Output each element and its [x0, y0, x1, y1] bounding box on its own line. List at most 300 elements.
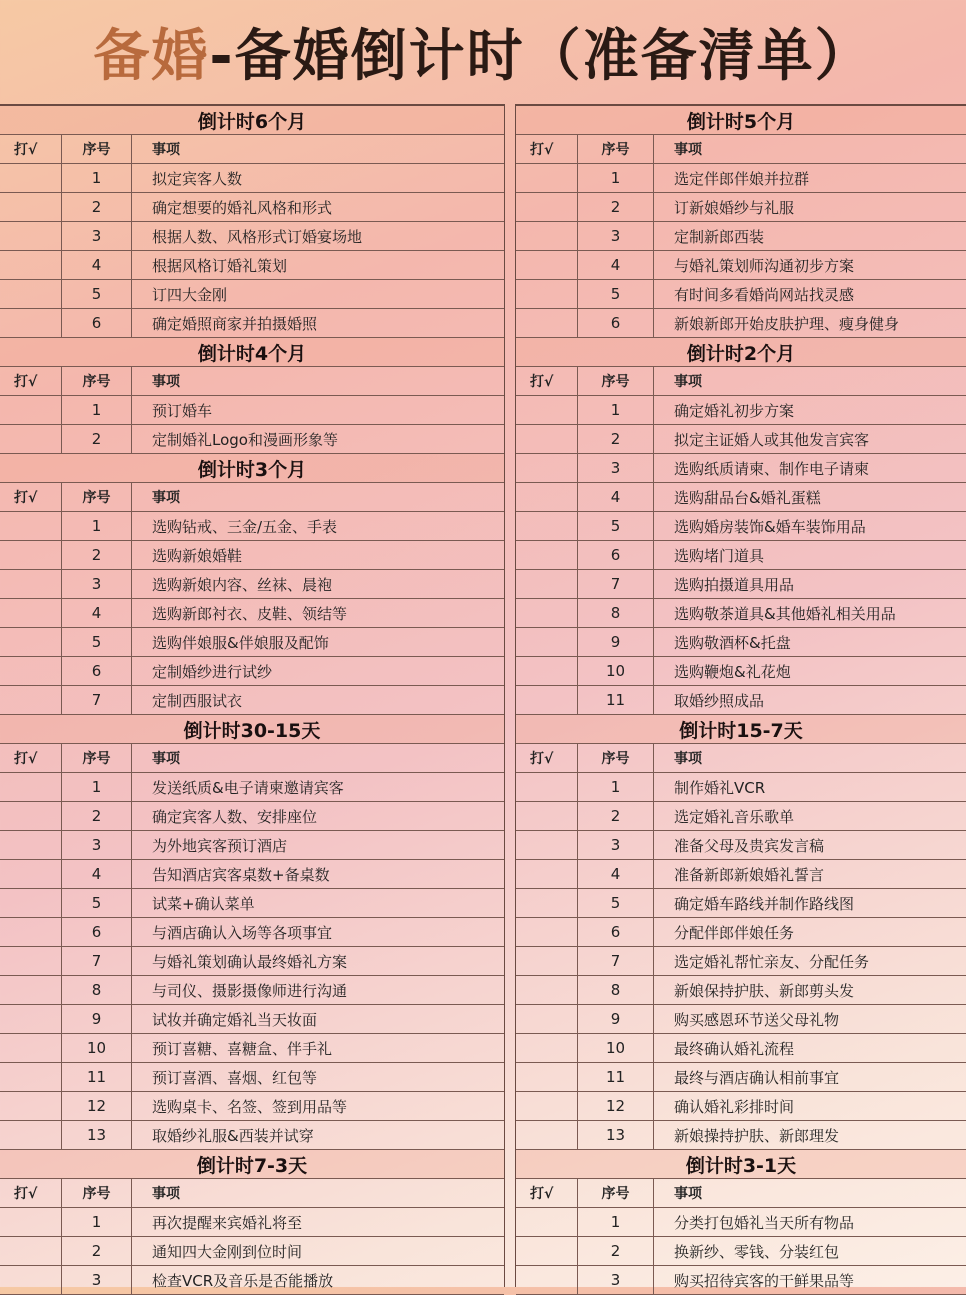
check-cell[interactable]: [516, 976, 578, 1004]
table-row: [0, 657, 504, 686]
item-cell: 发送纸质&电子请柬邀请宾客: [152, 778, 344, 797]
item-cell: 分类打包婚礼当天所有物品: [674, 1213, 855, 1232]
section-heading: 倒计时30-15天: [0, 715, 504, 744]
table-row: [0, 1092, 504, 1121]
check-cell[interactable]: [0, 802, 62, 830]
number-column-header: 序号: [62, 135, 132, 163]
number-cell: 7: [62, 686, 132, 714]
item-cell: 选购纸质请柬、制作电子请柬: [674, 459, 870, 478]
number-cell: 1: [578, 1208, 654, 1236]
number-cell: 6: [62, 657, 132, 685]
number-cell: 3: [62, 831, 132, 859]
number-cell: 5: [578, 889, 654, 917]
number-cell: 3: [578, 222, 654, 250]
table-header-row: [0, 135, 504, 164]
table-row: [0, 396, 504, 425]
number-cell: 8: [578, 599, 654, 627]
item-column-header: 事项: [674, 374, 702, 390]
check-cell[interactable]: [516, 164, 578, 192]
item-cell: 试菜+确认菜单: [152, 894, 255, 913]
check-cell[interactable]: [516, 686, 578, 714]
section-heading: 倒计时3-1天: [516, 1150, 966, 1179]
check-cell[interactable]: [0, 918, 62, 946]
table-row: [0, 541, 504, 570]
number-cell: 7: [578, 570, 654, 598]
table-header-row: [516, 1179, 966, 1208]
number-cell: 1: [62, 1208, 132, 1236]
check-cell[interactable]: [516, 251, 578, 279]
check-cell[interactable]: [0, 1005, 62, 1033]
table-row: [516, 918, 966, 947]
table-row: [0, 860, 504, 889]
check-column-header: 打√: [0, 483, 62, 511]
check-cell[interactable]: [516, 309, 578, 337]
check-cell[interactable]: [0, 570, 62, 598]
table-row: [0, 1266, 504, 1295]
item-cell: 选定婚礼帮忙亲友、分配任务: [674, 952, 870, 971]
check-column-header: 打√: [516, 135, 578, 163]
number-cell: 1: [62, 512, 132, 540]
number-cell: 4: [62, 860, 132, 888]
number-column-header: 序号: [62, 744, 132, 772]
item-cell: 选定伴郎伴娘并拉群: [674, 169, 810, 188]
check-cell[interactable]: [516, 1034, 578, 1062]
item-cell: 确定想要的婚礼风格和形式: [152, 198, 333, 217]
check-cell[interactable]: [516, 425, 578, 453]
check-cell[interactable]: [516, 193, 578, 221]
number-cell: 5: [62, 280, 132, 308]
number-column-header: 序号: [62, 367, 132, 395]
check-cell[interactable]: [516, 628, 578, 656]
table-row: [0, 570, 504, 599]
table-row: [516, 1092, 966, 1121]
item-cell: 根据人数、风格形式订婚宴场地: [152, 227, 363, 246]
table-row: [516, 947, 966, 976]
table-row: [0, 831, 504, 860]
check-cell[interactable]: [0, 773, 62, 801]
item-cell: 选购敬酒杯&托盘: [674, 633, 791, 652]
check-cell[interactable]: [0, 686, 62, 714]
number-cell: 1: [62, 396, 132, 424]
item-cell: 准备父母及贵宾发言稿: [674, 836, 825, 855]
section-heading: 倒计时4个月: [0, 338, 504, 367]
table-header-row: [516, 135, 966, 164]
check-cell[interactable]: [0, 657, 62, 685]
item-cell: 最终与酒店确认相前事宜: [674, 1068, 840, 1087]
number-cell: 7: [62, 947, 132, 975]
check-cell[interactable]: [0, 1034, 62, 1062]
check-column-header: 打√: [516, 744, 578, 772]
item-column-header: 事项: [674, 751, 702, 767]
check-cell[interactable]: [516, 1237, 578, 1265]
check-cell[interactable]: [516, 1092, 578, 1120]
check-cell[interactable]: [0, 193, 62, 221]
number-cell: 5: [62, 628, 132, 656]
check-cell[interactable]: [0, 164, 62, 192]
check-cell[interactable]: [516, 396, 578, 424]
check-cell[interactable]: [516, 222, 578, 250]
item-cell: 确定婚照商家并拍摄婚照: [152, 314, 318, 333]
table-row: [0, 222, 504, 251]
item-column-header: 事项: [674, 142, 702, 158]
table-row: [0, 1208, 504, 1237]
item-cell: 根据风格订婚礼策划: [152, 256, 288, 275]
table-row: [516, 1237, 966, 1266]
check-cell[interactable]: [0, 1237, 62, 1265]
check-cell[interactable]: [516, 831, 578, 859]
table-row: [516, 831, 966, 860]
number-cell: 4: [62, 251, 132, 279]
check-column-header: 打√: [516, 367, 578, 395]
table-row: [516, 396, 966, 425]
number-column-header: 序号: [62, 483, 132, 511]
item-cell: 选购伴娘服&伴娘服及配饰: [152, 633, 329, 652]
item-cell: 换新纱、零钱、分装红包: [674, 1242, 840, 1261]
check-cell[interactable]: [516, 918, 578, 946]
item-cell: 新娘操持护肤、新郎理发: [674, 1126, 840, 1145]
item-cell: 选购钻戒、三金/五金、手表: [152, 517, 338, 536]
check-cell[interactable]: [0, 1121, 62, 1149]
number-cell: 12: [62, 1092, 132, 1120]
item-cell: 拟定主证婚人或其他发言宾客: [674, 430, 870, 449]
number-cell: 1: [578, 773, 654, 801]
check-cell[interactable]: [0, 947, 62, 975]
check-cell[interactable]: [516, 1208, 578, 1236]
check-cell[interactable]: [516, 1005, 578, 1033]
table-row: [516, 222, 966, 251]
table-row: [516, 541, 966, 570]
item-column-header: 事项: [152, 1186, 180, 1202]
number-cell: 6: [578, 541, 654, 569]
section-heading: 倒计时3个月: [0, 454, 504, 483]
table-row: [0, 889, 504, 918]
number-cell: 2: [578, 193, 654, 221]
table-row: [0, 1005, 504, 1034]
item-cell: 与司仪、摄影摄像师进行沟通: [152, 981, 348, 1000]
check-column-header: 打√: [0, 135, 62, 163]
item-cell: 选购敬茶道具&其他婚礼相关用品: [674, 604, 896, 623]
item-cell: 选购婚房装饰&婚车装饰用品: [674, 517, 866, 536]
number-cell: 4: [62, 599, 132, 627]
number-cell: 11: [578, 686, 654, 714]
section-heading: 倒计时5个月: [516, 106, 966, 135]
check-cell[interactable]: [516, 541, 578, 569]
table-row: [516, 309, 966, 338]
check-cell[interactable]: [516, 1063, 578, 1091]
table-row: [0, 599, 504, 628]
check-cell[interactable]: [0, 512, 62, 540]
check-column-header: 打√: [0, 1179, 62, 1207]
check-cell[interactable]: [0, 599, 62, 627]
table-row: [516, 860, 966, 889]
item-cell: 定制新郎西装: [674, 227, 765, 246]
table-row: [0, 1034, 504, 1063]
number-cell: 4: [578, 483, 654, 511]
item-cell: 选购堵门道具: [674, 546, 765, 565]
table-row: [516, 454, 966, 483]
item-cell: 选购鞭炮&礼花炮: [674, 662, 791, 681]
number-cell: 6: [578, 309, 654, 337]
item-cell: 确认婚礼彩排时间: [674, 1097, 795, 1116]
item-cell: 选购甜品台&婚礼蛋糕: [674, 488, 821, 507]
number-cell: 3: [578, 1266, 654, 1294]
number-cell: 6: [62, 309, 132, 337]
table-row: [0, 193, 504, 222]
number-cell: 12: [578, 1092, 654, 1120]
item-cell: 预订喜糖、喜糖盒、伴手礼: [152, 1039, 333, 1058]
number-cell: 2: [62, 425, 132, 453]
item-cell: 订新娘婚纱与礼服: [674, 198, 795, 217]
table-row: [516, 976, 966, 1005]
item-cell: 最终确认婚礼流程: [674, 1039, 795, 1058]
number-cell: 5: [578, 280, 654, 308]
number-cell: 1: [62, 773, 132, 801]
item-cell: 预订婚车: [152, 401, 213, 420]
number-cell: 10: [62, 1034, 132, 1062]
item-cell: 新娘保持护肤、新郎剪头发: [674, 981, 855, 1000]
item-cell: 确定婚车路线并制作路线图: [674, 894, 855, 913]
left-column: [0, 104, 504, 1295]
number-cell: 8: [578, 976, 654, 1004]
number-cell: 7: [578, 947, 654, 975]
number-cell: 9: [578, 628, 654, 656]
item-cell: 定制西服试衣: [152, 691, 243, 710]
number-column-header: 序号: [578, 367, 654, 395]
number-cell: 11: [62, 1063, 132, 1091]
right-column: [516, 104, 966, 1295]
check-cell[interactable]: [516, 512, 578, 540]
table-row: [0, 1237, 504, 1266]
title-part-2: -备婚倒计时（准备清单）: [209, 24, 873, 89]
item-cell: 为外地宾客预订酒店: [152, 836, 288, 855]
number-cell: 1: [62, 164, 132, 192]
page-title: [0, 0, 966, 104]
number-cell: 2: [62, 541, 132, 569]
number-cell: 9: [578, 1005, 654, 1033]
section-heading: 倒计时2个月: [516, 338, 966, 367]
number-cell: 9: [62, 1005, 132, 1033]
table-row: [0, 686, 504, 715]
number-cell: 3: [578, 454, 654, 482]
number-cell: 4: [578, 251, 654, 279]
number-cell: 10: [578, 1034, 654, 1062]
item-cell: 通知四大金刚到位时间: [152, 1242, 303, 1261]
check-cell[interactable]: [516, 1121, 578, 1149]
check-cell[interactable]: [516, 802, 578, 830]
item-cell: 取婚纱照成品: [674, 691, 765, 710]
check-cell[interactable]: [516, 773, 578, 801]
table-row: [0, 947, 504, 976]
table-row: [516, 657, 966, 686]
number-cell: 3: [62, 570, 132, 598]
item-cell: 取婚纱礼服&西装并试穿: [152, 1126, 314, 1145]
table-row: [516, 280, 966, 309]
check-cell[interactable]: [0, 222, 62, 250]
check-cell[interactable]: [0, 1266, 62, 1294]
item-cell: 选定婚礼音乐歌单: [674, 807, 795, 826]
item-cell: 定制婚礼Logo和漫画形象等: [152, 430, 338, 449]
item-cell: 与婚礼策划师沟通初步方案: [674, 256, 855, 275]
item-cell: 选购桌卡、名签、签到用品等: [152, 1097, 348, 1116]
number-cell: 3: [62, 1266, 132, 1294]
column-divider: [504, 104, 516, 1287]
check-cell[interactable]: [0, 889, 62, 917]
number-cell: 1: [578, 396, 654, 424]
item-column-header: 事项: [152, 490, 180, 506]
number-cell: 3: [578, 831, 654, 859]
item-cell: 选购新娘内容、丝袜、晨袍: [152, 575, 333, 594]
table-row: [0, 1121, 504, 1150]
item-column-header: 事项: [152, 751, 180, 767]
table-header-row: [0, 744, 504, 773]
item-cell: 检查VCR及音乐是否能播放: [152, 1271, 334, 1290]
number-cell: 2: [578, 802, 654, 830]
item-cell: 购买感恩环节送父母礼物: [674, 1010, 840, 1029]
number-column-header: 序号: [578, 1179, 654, 1207]
check-cell[interactable]: [0, 1063, 62, 1091]
check-cell[interactable]: [516, 454, 578, 482]
table-row: [0, 918, 504, 947]
table-row: [0, 251, 504, 280]
table-row: [516, 425, 966, 454]
number-cell: 11: [578, 1063, 654, 1091]
number-cell: 10: [578, 657, 654, 685]
section-heading: 倒计时6个月: [0, 106, 504, 135]
item-column-header: 事项: [674, 1186, 702, 1202]
number-cell: 6: [578, 918, 654, 946]
table-row: [516, 628, 966, 657]
check-cell[interactable]: [516, 483, 578, 511]
check-cell[interactable]: [516, 947, 578, 975]
check-cell[interactable]: [0, 1208, 62, 1236]
check-cell[interactable]: [0, 831, 62, 859]
number-cell: 13: [62, 1121, 132, 1149]
item-cell: 订四大金刚: [152, 285, 228, 304]
table-row: [516, 1121, 966, 1150]
item-cell: 确定婚礼初步方案: [674, 401, 795, 420]
number-column-header: 序号: [578, 744, 654, 772]
item-cell: 告知酒店宾客桌数+备桌数: [152, 865, 330, 884]
check-cell[interactable]: [0, 251, 62, 279]
check-cell[interactable]: [0, 860, 62, 888]
table-row: [0, 164, 504, 193]
table-row: [0, 512, 504, 541]
number-cell: 1: [578, 164, 654, 192]
item-column-header: 事项: [152, 142, 180, 158]
check-cell[interactable]: [0, 425, 62, 453]
number-column-header: 序号: [62, 1179, 132, 1207]
number-cell: 5: [62, 889, 132, 917]
table-row: [516, 570, 966, 599]
check-cell[interactable]: [516, 889, 578, 917]
table-header-row: [0, 367, 504, 396]
table-row: [516, 889, 966, 918]
table-row: [0, 802, 504, 831]
check-cell[interactable]: [0, 541, 62, 569]
table-row: [516, 1063, 966, 1092]
item-cell: 有时间多看婚尚网站找灵感: [674, 285, 855, 304]
table-row: [516, 1005, 966, 1034]
section-heading: 倒计时7-3天: [0, 1150, 504, 1179]
check-cell[interactable]: [516, 280, 578, 308]
item-cell: 选购新娘婚鞋: [152, 546, 243, 565]
check-cell[interactable]: [516, 570, 578, 598]
table-row: [0, 280, 504, 309]
item-cell: 拟定宾客人数: [152, 169, 243, 188]
table-row: [516, 193, 966, 222]
item-cell: 确定宾客人数、安排座位: [152, 807, 318, 826]
table-row: [516, 1266, 966, 1295]
item-cell: 新娘新郎开始皮肤护理、瘦身健身: [674, 314, 900, 333]
number-cell: 5: [578, 512, 654, 540]
number-cell: 2: [62, 193, 132, 221]
check-cell[interactable]: [0, 396, 62, 424]
table-row: [0, 628, 504, 657]
table-row: [516, 802, 966, 831]
table-row: [516, 599, 966, 628]
number-cell: 2: [578, 425, 654, 453]
table-row: [516, 773, 966, 802]
check-column-header: 打√: [0, 744, 62, 772]
item-cell: 与婚礼策划确认最终婚礼方案: [152, 952, 348, 971]
table-header-row: [516, 367, 966, 396]
check-cell[interactable]: [516, 657, 578, 685]
number-cell: 13: [578, 1121, 654, 1149]
table-row: [0, 425, 504, 454]
check-cell[interactable]: [516, 860, 578, 888]
table-row: [0, 1063, 504, 1092]
check-cell[interactable]: [0, 628, 62, 656]
item-cell: 与酒店确认入场等各项事宜: [152, 923, 333, 942]
table-row: [516, 164, 966, 193]
number-cell: 4: [578, 860, 654, 888]
check-column-header: 打√: [516, 1179, 578, 1207]
item-cell: 准备新郎新娘婚礼誓言: [674, 865, 825, 884]
number-column-header: 序号: [578, 135, 654, 163]
number-cell: 3: [62, 222, 132, 250]
item-cell: 选购新郎衬衣、皮鞋、领结等: [152, 604, 348, 623]
table-row: [0, 976, 504, 1005]
item-cell: 定制婚纱进行试纱: [152, 662, 273, 681]
item-cell: 选购拍摄道具用品: [674, 575, 795, 594]
table-header-row: [0, 1179, 504, 1208]
number-cell: 8: [62, 976, 132, 1004]
number-cell: 2: [62, 1237, 132, 1265]
check-cell[interactable]: [0, 309, 62, 337]
table-row: [516, 1208, 966, 1237]
table-row: [516, 512, 966, 541]
check-cell[interactable]: [0, 1092, 62, 1120]
table-row: [0, 309, 504, 338]
number-cell: 6: [62, 918, 132, 946]
table-row: [516, 686, 966, 715]
check-cell[interactable]: [516, 1266, 578, 1294]
item-cell: 制作婚礼VCR: [674, 778, 766, 797]
item-cell: 再次提醒来宾婚礼将至: [152, 1213, 303, 1232]
check-cell[interactable]: [0, 280, 62, 308]
table-row: [516, 251, 966, 280]
table-header-row: [516, 744, 966, 773]
item-cell: 购买招待宾客的干鲜果品等: [674, 1271, 855, 1290]
item-cell: 试妆并确定婚礼当天妆面: [152, 1010, 318, 1029]
number-cell: 2: [62, 802, 132, 830]
table-row: [516, 483, 966, 512]
check-cell[interactable]: [516, 599, 578, 627]
section-heading: 倒计时15-7天: [516, 715, 966, 744]
table-header-row: [0, 483, 504, 512]
check-cell[interactable]: [0, 976, 62, 1004]
table-row: [516, 1034, 966, 1063]
